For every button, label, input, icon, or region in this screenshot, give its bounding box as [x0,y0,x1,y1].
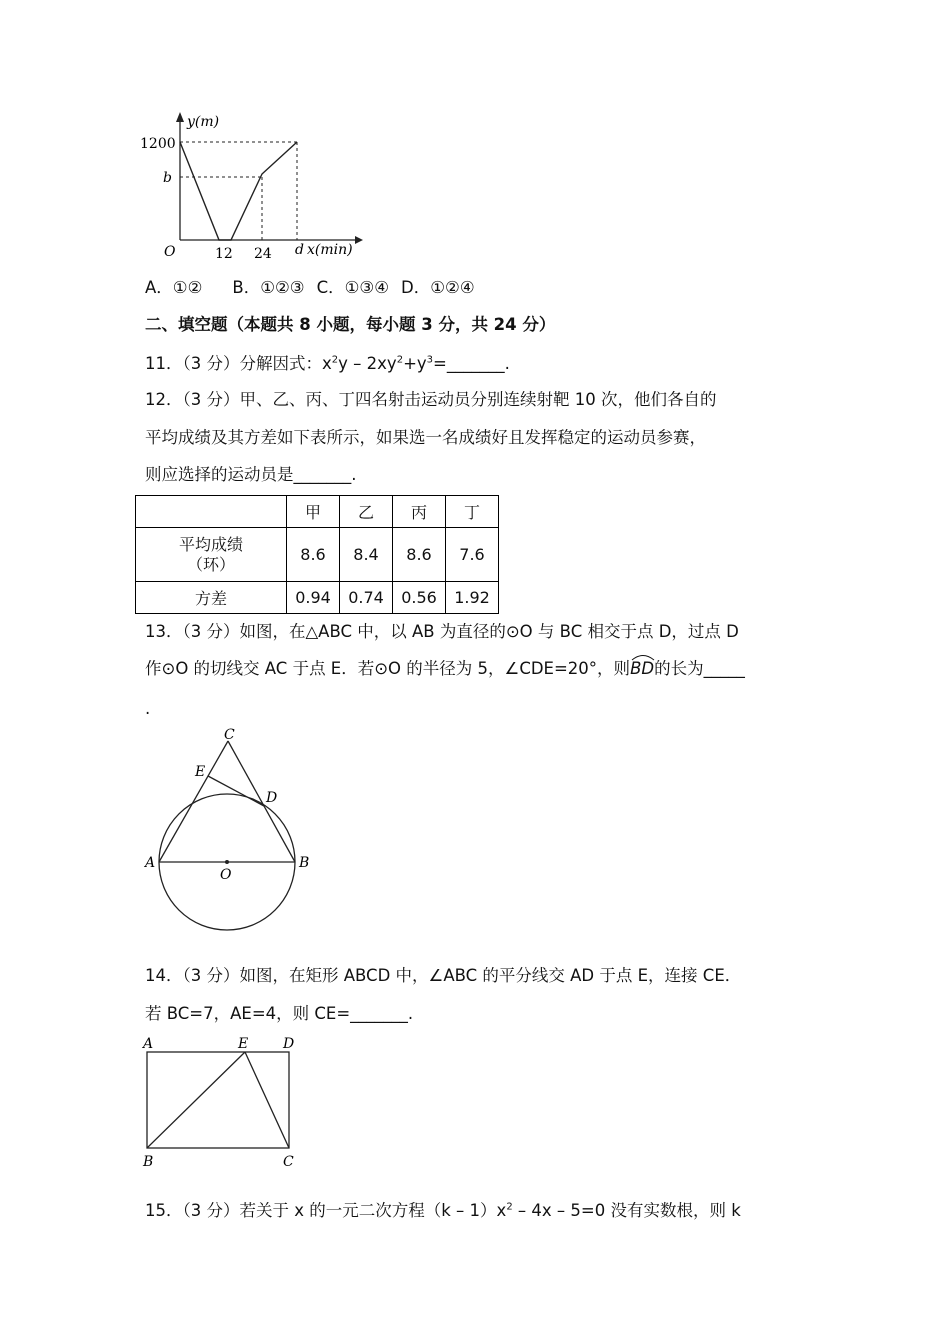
option-b-value: ①②③ [260,278,305,297]
q11-expr-c: +y [403,354,427,373]
graph-x-tick-12: 12 [215,246,233,262]
question-14-line-1: 14．（3 分）如图，在矩形 ABCD 中，∠ABC 的平分线交 AD 于点 E，连接 CE． [145,966,742,985]
table-row-variance-label: 方差 [136,582,287,614]
q10-distance-time-graph [135,108,365,263]
option-d-value: ①②④ [430,278,475,297]
option-c-value: ①③④ [344,278,390,297]
q11-expr-a: x [322,354,332,373]
table-row-variance [136,582,499,614]
fig13-label-a: A [145,855,156,871]
graph-y-axis-label: y(m) [187,114,220,130]
table-header-bing: 丙 [393,496,446,528]
question-12-line-1: 12．（3 分）甲、乙、丙、丁四名射击运动员分别连续射靶 10 次，他们各自的 [145,390,717,409]
question-11 [145,352,510,376]
fig13-label-b: B [299,855,310,871]
graph-x-tick-d: d [295,242,304,258]
arc-symbol-icon [630,653,656,661]
arc-bd-label: BD [630,659,655,678]
table-cell: 1.92 [446,582,499,614]
fig14-label-b: B [143,1154,154,1170]
fig13-label-d: D [266,790,278,806]
graph-x-axis-label: x(min) [307,242,353,258]
table-row-average-label [136,528,287,582]
q11-prefix: 11．（3 分）分解因式： [145,354,322,373]
graph-x-tick-24: 24 [254,246,272,262]
table-cell: 0.94 [287,582,340,614]
question-12-line-3: 则应选择的运动员是_______. [145,465,357,484]
question-15 [145,1199,741,1223]
section-2-title: 二、填空题（本题共 8 小题，每小题 3 分，共 24 分） [145,315,556,334]
option-b-label: B． [232,278,261,297]
graph-y-tick-1200: 1200 [140,136,176,152]
table-header-jia: 甲 [287,496,340,528]
fig13-label-o: O [220,867,232,883]
graph-y-tick-b: b [163,170,172,186]
option-d-label: D． [401,278,431,297]
table-cell: 8.6 [393,528,446,582]
q14-rectangle-figure [138,1032,308,1172]
q15-sup: 2 [506,1201,513,1213]
table-cell: 8.4 [340,528,393,582]
table-cell: 0.56 [393,582,446,614]
q10-options [145,276,475,300]
table-header-row [136,496,499,528]
table-header-empty [136,496,287,528]
table-cell: 8.6 [287,528,340,582]
question-13-line-1: 13．（3 分）如图，在△ABC 中，以 AB 为直径的⊙O 与 BC 相交于点 D，过点 D [145,622,739,641]
table-header-ding: 丁 [446,496,499,528]
q11-sup-a: 2 [331,354,339,366]
table-row-average [136,528,499,582]
average-label: 平均成绩 [178,534,243,554]
q11-expr-b: y – 2xy [338,354,397,373]
fig14-label-e: E [238,1036,249,1052]
option-a-value: ①② [172,278,203,297]
arc-bd [630,657,654,681]
graph-origin-label: O [164,244,176,260]
fig14-label-a: A [143,1036,154,1052]
score-table [135,495,499,614]
option-c-label: C． [316,278,345,297]
q15-line-b: – 4x – 5=0 没有实数根，则 k [512,1201,741,1220]
q11-sup-b: 2 [396,354,404,366]
table-cell: 0.74 [340,582,393,614]
question-13-line-3: . [145,699,151,718]
option-a-label: A． [145,278,173,297]
table-header-yi: 乙 [340,496,393,528]
fig14-label-c: C [283,1154,294,1170]
fig13-label-c: C [224,727,235,743]
fig14-label-d: D [283,1036,295,1052]
table-cell: 7.6 [446,528,499,582]
q13-circle-triangle-figure [140,722,320,962]
question-12-line-2: 平均成绩及其方差如下表所示，如果选一名成绩好且发挥稳定的运动员参赛， [145,428,706,447]
q11-sup-c: 3 [426,354,434,366]
q13-line2-b: 的长为_____ [654,659,745,678]
q15-line-a: 15．（3 分）若关于 x 的一元二次方程（k – 1）x [145,1201,507,1220]
average-unit: （环） [186,554,235,574]
q11-expr-d: =_______. [433,354,510,373]
q13-line2-a: 作⊙O 的切线交 AC 于点 E．若⊙O 的半径为 5，∠CDE=20°，则 [145,659,631,678]
question-14-line-2: 若 BC=7，AE=4，则 CE=_______. [145,1004,414,1023]
fig13-label-e: E [195,764,206,780]
question-13-line-2 [145,657,745,681]
